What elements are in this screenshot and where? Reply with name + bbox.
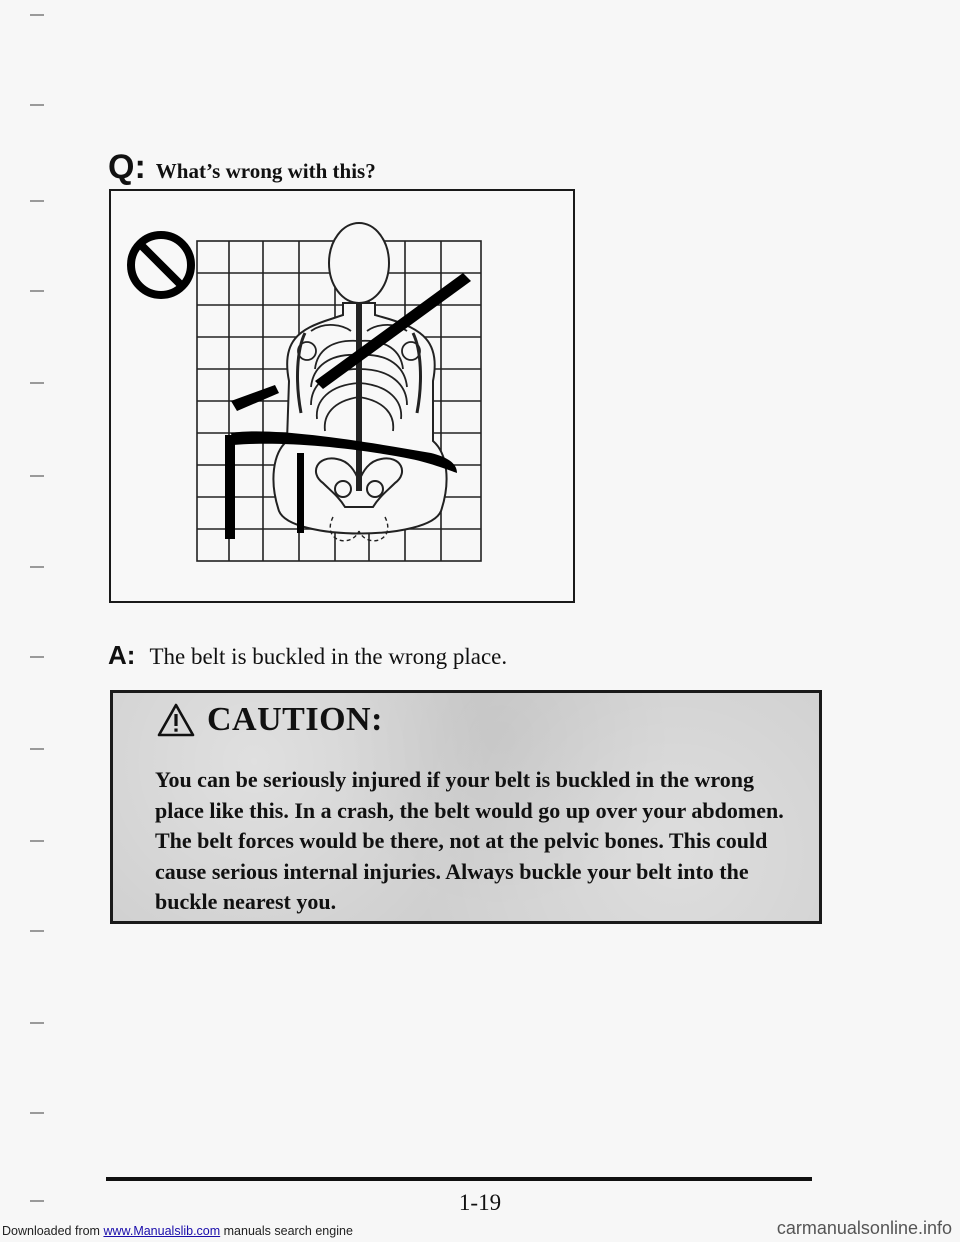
watermark-prefix: Downloaded from (2, 1224, 104, 1238)
answer-label: A: (108, 640, 136, 670)
watermark-suffix: manuals search engine (220, 1224, 353, 1238)
warning-triangle-icon (157, 703, 195, 737)
caution-header (157, 701, 383, 739)
skeleton-with-lap-belt-illustration (111, 191, 573, 601)
caution-text: You can be seriously injured if your belt is buckled in the wrong place like this. In a crash, the belt would go up over your abdomen. The belt forces would be there, not at the pelvic bones. This could cause serious internal injuries. Always buckle your belt into the buckle nearest you. (155, 767, 784, 914)
manualslib-link[interactable]: www.Manualslib.com (103, 1224, 221, 1238)
caution-title: CAUTION: (207, 701, 383, 738)
margin-ticks (30, 0, 44, 1242)
caution-box (110, 690, 822, 924)
page-number: 1-19 (458, 1190, 502, 1215)
download-watermark (2, 1224, 353, 1238)
answer (108, 640, 507, 671)
belt-illustration-figure (109, 189, 575, 603)
question (108, 148, 376, 187)
answer-text: The belt is buckled in the wrong place. (149, 644, 508, 669)
question-label: Q: (108, 148, 146, 186)
footer-rule (106, 1177, 812, 1181)
site-watermark: carmanualsonline.info (776, 1218, 952, 1238)
prohibition-icon (131, 235, 191, 295)
question-text: What’s wrong with this? (155, 159, 376, 183)
